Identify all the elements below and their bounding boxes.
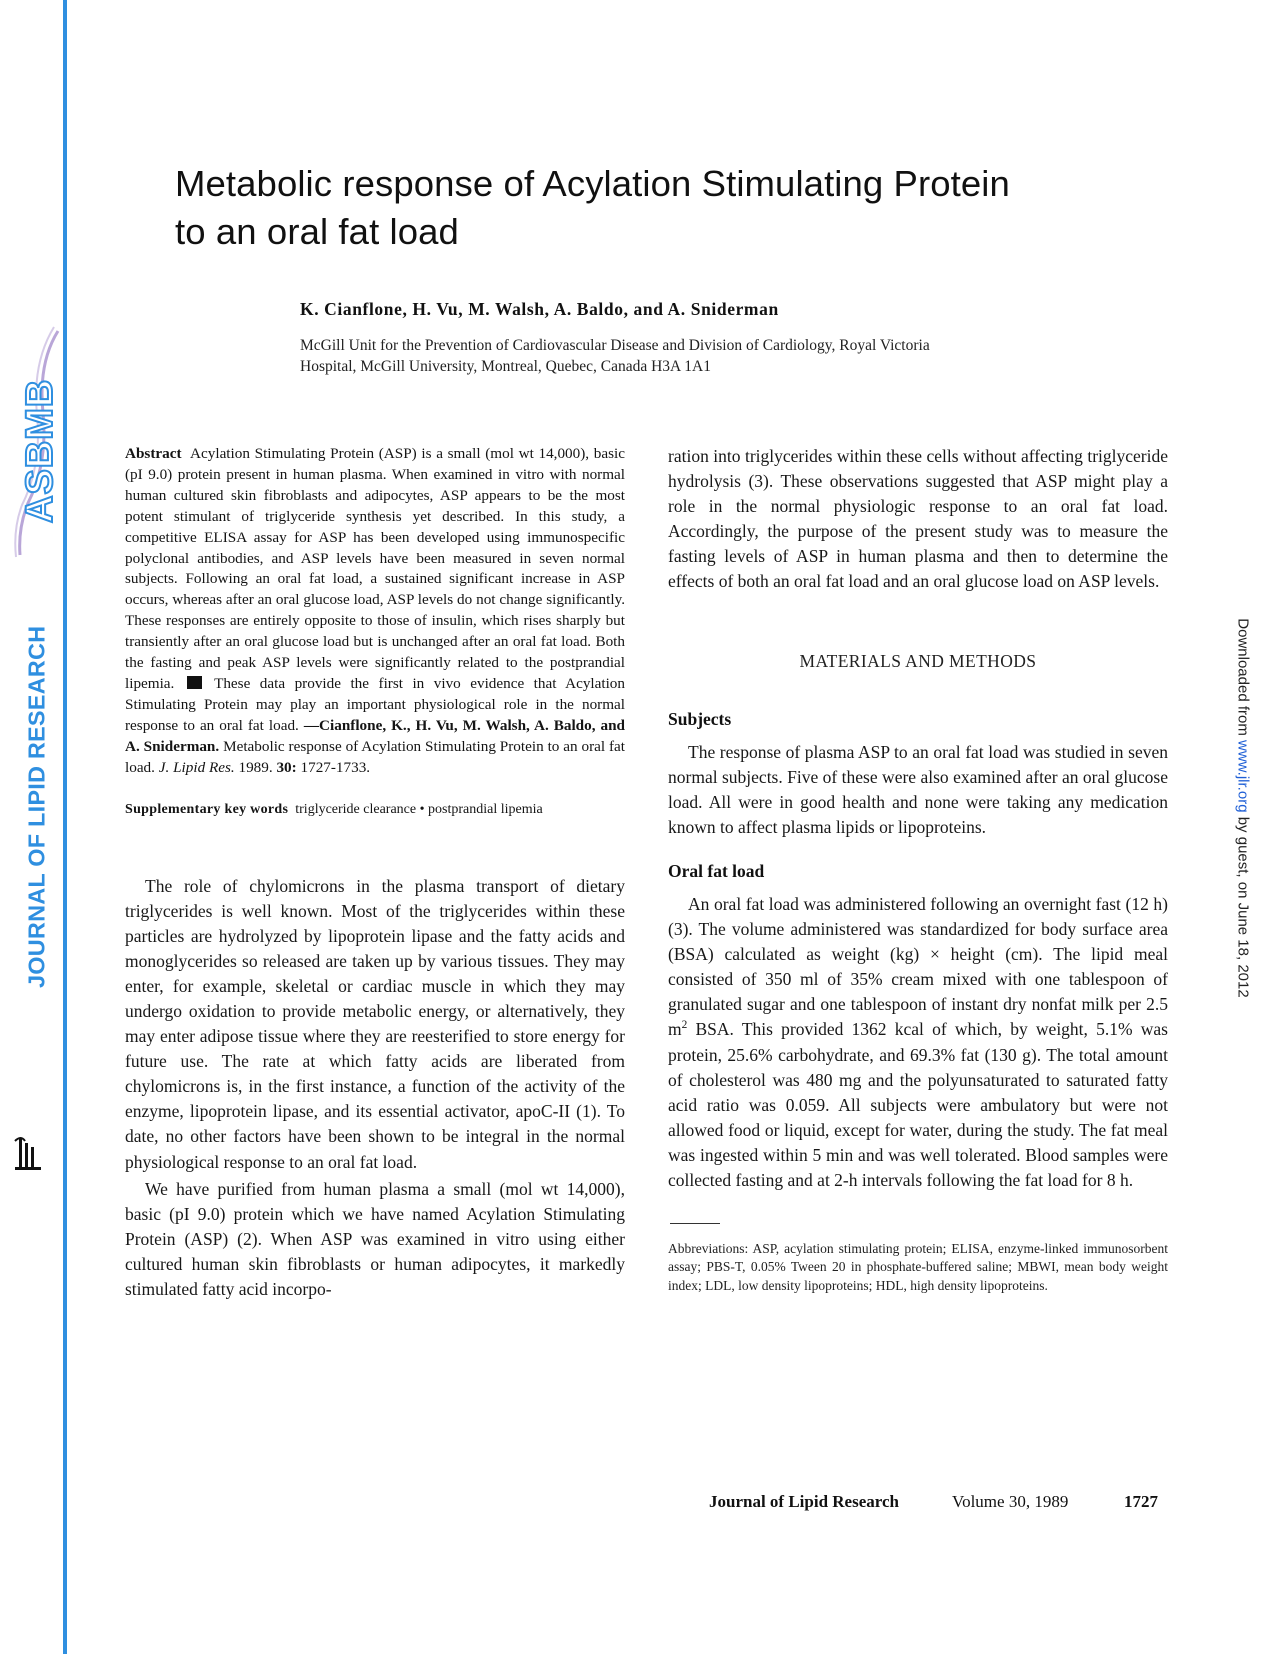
left-margin-rule [63,0,67,1654]
citation-authors: —Cianflone, K., H. Vu, M. Walsh, A. Baldo, and A. Sniderman. [125,716,625,755]
citation-volume: 30: [276,758,297,776]
right-column [668,444,1168,1295]
subsection-heading-subjects: Subjects [668,708,732,729]
asbmb-logo-text: ASBMB [19,378,61,523]
abstract-label: Abstract [125,445,182,462]
title-line-1: Metabolic response of Acylation Stimulating Protein [175,163,1010,204]
keywords-text: triglyceride clearance • postprandial lipemia [295,801,543,817]
article-title [175,160,1165,256]
oral-text-superscript: 2 [681,1019,688,1032]
footer-volume: Volume 30, 1989 [952,1492,1069,1511]
affiliation-line-2: Hospital, McGill University, Montreal, Quebec, Canada H3A 1A1 [300,358,711,375]
abstract [125,444,625,779]
page-number: 1727 [1124,1492,1158,1511]
asbmb-logo [8,323,64,563]
download-prefix: Downloaded from [1234,618,1252,736]
journal-vertical-banner: JOURNAL OF LIPID RESEARCH [23,625,50,988]
download-suffix: by guest, on June 18, 2012 [1234,816,1252,998]
oral-text-a: An oral fat load was administered following an overnight fast (12 h) (3). The volume administered was standardized for body surface area (BSA) calculated as weight (kg) × height (cm). The lipid meal consisted of 350 ml of 35% cream mixed with one tablespoon of granulated sugar and one tablespoon of instant dry nonfat milk per 2.5 m [668,893,1168,1040]
download-notice [1235,588,1252,1028]
abbreviations-footnote: Abbreviations: ASP, acylation stimulating protein; ELISA, enzyme-linked immunosorbent assay; PBS-T, 0.05% Tween 20 in phosphate-buffered saline; MBWI, mean body weight index; LDL, low density lipoproteins; HDL, high density lipoproteins. [668,1241,1168,1293]
affiliation-line-1: McGill Unit for the Prevention of Cardiovascular Disease and Division of Cardiology, Royal Victoria [300,337,930,354]
citation-year: 1989. [238,758,273,776]
download-link[interactable]: www.jlr.org [1234,740,1252,813]
intro-paragraph-2: We have purified from human plasma a small (mol wt 14,000), basic (pI 9.0) protein which we have named Acylation Stimulating Protein (ASP) (2). When ASP was examined in vitro using either cultured human skin fibroblasts or human adipocytes, it markedly stimulated fatty acid incorpo- [125,1178,625,1299]
intro-paragraph-1: The role of chylomicrons in the plasma transport of dietary triglycerides is well known. Most of the triglycerides within these particles are hydrolyzed by lipoprotein lipase and the fatty acids and monoglycerides so released are taken up by various tissues. They may enter, for example, skeletal or cardiac muscle in which they may undergo oxidation to provide metabolic energy, or alternatively, they may enter adipose tissue where they are reesterified to store energy for future use. The rate at which fatty acids are liberated from chylomicrons is, in the first instance, a function of the activity of the enzyme, lipoprotein lipase, and its essential activator, apoC-II (1). To date, no other factors have been shown to be integral in the normal physiological response to an oral fat load. [125,875,625,1172]
author-list: K. Cianflone, H. Vu, M. Walsh, A. Baldo, and A. Sniderman [300,299,779,319]
subsection-heading-oral-fat-load: Oral fat load [668,860,765,881]
abstract-text-2: These data provide the first in vivo evidence that Acylation Stimulating Protein may play an important physiological role in the normal response to an oral fat load. [125,674,625,734]
affiliation [300,335,1160,377]
citation-journal: J. Lipid Res. [158,758,235,776]
oral-fat-load-paragraph [668,892,1168,1193]
oral-text-b: BSA. This provided 1362 kcal of which, by weight, 5.1% was protein, 25.6% carbohydrate, and 69.3% fat (130 g). The total amount of cholesterol was 480 mg and the polyunsaturated to saturated fatty acid ratio was 0.059. All subjects were ambulatory but were not allowed food or liquid, except for water, during the study. The fat meal was ingested within 5 min and was well tolerated. Blood samples were collected fasting and at 2-h intervals following the fat load for 8 h. [668,1019,1168,1190]
title-line-2: to an oral fat load [175,211,459,252]
footer-journal-name: Journal of Lipid Research [709,1492,900,1511]
abstract-text: Acylation Stimulating Protein (ASP) is a small (mol wt 14,000), basic (pI 9.0) protein present in human plasma. When examined in vitro with normal human cultured skin fibroblasts and adipocytes, ASP appears to be the most potent stimulant of triglyceride synthesis yet described. In this study, a competitive ELISA assay for ASP has been developed using immunospecific polyclonal antibodies, and ASP levels have been measured in seven normal subjects. Following an oral fat load, a sustained significant increase in ASP occurs, whereas after an oral glucose load, ASP levels do not change significantly. These responses are entirely opposite to those of insulin, which rises sharply but transiently after an oral glucose load but is unchanged after an oral fat load. Both the fasting and peak ASP levels were significantly related to the postprandial lipemia. [125,445,625,692]
keywords [125,801,625,819]
citation-title: Metabolic response of Acylation Stimulating Protein to an oral fat load. [125,737,626,776]
abstract-end-mark-icon [187,676,202,689]
left-column [125,444,625,1302]
jlr-logo [13,1135,43,1171]
section-heading-materials-methods: MATERIALS AND METHODS [799,650,1037,671]
subjects-paragraph: The response of plasma ASP to an oral fat load was studied in seven normal subjects. Five of these were also examined after an oral glucose load. All were in good health and none were taking any medication known to affect plasma lipids or lipoproteins. [668,741,1168,837]
citation-pages: 1727-1733. [300,758,371,776]
intro-paragraph-2-continued: ration into triglycerides within these cells without affecting triglyceride hydrolysis (3). These observations suggested that ASP might play a role in the normal physiologic response to an oral fat load. Accordingly, the purpose of the present study was to measure the fasting levels of ASP in human plasma and then to determine the effects of both an oral fat load and an oral glucose load on ASP levels. [668,446,1168,592]
keywords-label: Supplementary key words [125,801,289,817]
footnote-divider [670,1223,720,1224]
